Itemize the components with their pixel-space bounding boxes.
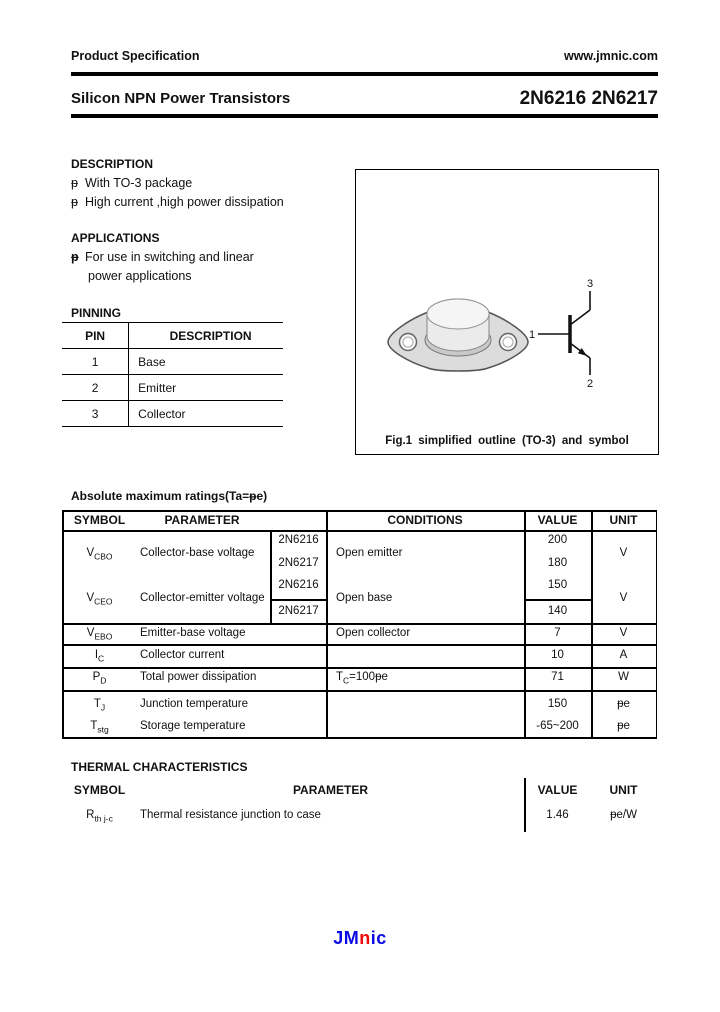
parameter-cell: Emitter-base voltage (140, 627, 246, 639)
table-line (270, 599, 327, 601)
bullet-icon: ᵽ (71, 176, 78, 190)
col-header-unit: UNIT (609, 513, 638, 527)
figure-box (355, 169, 659, 455)
website-text: www.jmnic.com (563, 49, 658, 63)
pin-number-cell: 2 (62, 375, 129, 401)
unit-cell: V (619, 627, 628, 639)
value-cell: -65~200 (536, 720, 579, 732)
parameter-cell: Collector-base voltage (140, 547, 255, 559)
pin-description-cell: Emitter (129, 375, 283, 401)
unit-cell: V (619, 592, 628, 604)
collector-pin-label: 3 (586, 278, 594, 290)
pinning-heading: PINNING (71, 306, 122, 320)
transistor-symbol-drawing (524, 275, 628, 390)
unit-cell: W (618, 671, 629, 683)
table-line (62, 737, 657, 739)
unit-cell: ᵽe (617, 720, 630, 732)
description-column-header: DESCRIPTION (129, 323, 283, 349)
abs-max-table (62, 510, 657, 740)
doc-type-label: Product Specification (71, 49, 200, 63)
description-item (71, 176, 192, 190)
value-cell: 7 (554, 627, 561, 639)
value-cell: 10 (551, 649, 564, 661)
pin-number-cell: 3 (62, 401, 129, 427)
logo-jm: JM (333, 928, 360, 948)
logo-ic: ic (370, 928, 387, 948)
condition-cell: $T_C=100ᵽe$ (336, 671, 388, 686)
value-cell: 150 (547, 579, 568, 591)
bullet-icon: ᵽ (71, 195, 78, 209)
emitter-pin-label: 2 (586, 378, 594, 390)
symbol-cell: $T_{stg}$ (90, 720, 109, 735)
brand-logo (0, 928, 720, 949)
symbol-cell: $V_{EBO}$ (86, 627, 113, 642)
symbol-cell: $T_J$ (93, 698, 106, 713)
col-header-value: VALUE (537, 783, 578, 797)
value-cell: 200 (547, 534, 568, 546)
pin-description-cell: Base (129, 349, 283, 375)
to3-mounting-hole-left-inner (403, 337, 413, 347)
col-header-conditions: CONDITIONS (387, 513, 463, 527)
variant-cell: 2N6217 (278, 557, 319, 569)
collector-branch (570, 310, 590, 325)
variant-cell: 2N6216 (278, 534, 319, 546)
table-row (62, 349, 283, 375)
applications-heading: APPLICATIONS (71, 231, 160, 245)
description-item (71, 195, 284, 209)
symbol-cell: $P_D$ (92, 671, 107, 686)
symbol-cell: $V_{CBO}$ (86, 547, 113, 562)
col-header-value: VALUE (537, 513, 578, 527)
parameter-cell: Total power dissipation (140, 671, 257, 683)
base-pin-label: 1 (528, 329, 536, 341)
unit-cell: ᵽe/W (610, 809, 637, 821)
abs-max-heading: Absolute maximum ratings(Ta=ᵽe) (71, 489, 268, 503)
table-row (62, 375, 283, 401)
description-item-text: High current ,high power dissipation (85, 195, 284, 209)
parameter-cell: Junction temperature (140, 698, 249, 710)
table-line (326, 510, 328, 738)
pinning-table (62, 322, 283, 427)
application-item-text: power applications (88, 269, 192, 283)
application-item-text: For use in switching and linear (85, 250, 254, 264)
title-row (71, 84, 658, 111)
col-header-parameter: PARAMETER (164, 513, 240, 527)
condition-cell: Open collector (336, 627, 411, 639)
value-cell: 140 (547, 605, 568, 617)
pin-column-header: PIN (62, 323, 129, 349)
figure-caption: Fig.1 simplified outline (TO-3) and symbol (385, 435, 629, 447)
logo-n: n (359, 928, 371, 948)
unit-cell: ᵽe (617, 698, 630, 710)
variant-cell: 2N6216 (278, 579, 319, 591)
symbol-cell: $I_C$ (94, 649, 105, 664)
to3-can-top (427, 299, 489, 329)
table-row (62, 401, 283, 427)
pinning-header-row (62, 323, 283, 349)
col-header-symbol: SYMBOL (73, 783, 126, 797)
value-cell: 180 (547, 557, 568, 569)
unit-cell: V (619, 547, 628, 559)
symbol-cell: $R_{th j-c}$ (86, 809, 113, 824)
table-line (62, 690, 657, 692)
thermal-table (62, 778, 657, 832)
value-cell: 1.46 (546, 809, 569, 821)
to3-mounting-hole-right-inner (503, 337, 513, 347)
table-line (62, 644, 657, 646)
value-cell: 71 (551, 671, 564, 683)
bullet-icon: ᵽ (71, 250, 79, 264)
col-header-symbol: SYMBOL (73, 513, 126, 527)
parameter-cell: Collector current (140, 649, 225, 661)
part-numbers: 2N6216 2N6217 (519, 88, 658, 109)
symbol-cell: $V_{CEO}$ (86, 592, 113, 607)
pin-number-cell: 1 (62, 349, 129, 375)
variant-cell: 2N6217 (278, 605, 319, 617)
thermal-heading: THERMAL CHARACTERISTICS (71, 760, 248, 774)
to3-package-drawing (378, 282, 538, 390)
header-row (71, 49, 658, 63)
value-cell: 150 (547, 698, 568, 710)
table-line (524, 599, 592, 601)
col-header-unit: UNIT (609, 783, 638, 797)
pin-description-cell: Collector (129, 401, 283, 427)
unit-cell: A (619, 649, 628, 661)
page-title: Silicon NPN Power Transistors (71, 90, 291, 107)
parameter-cell: Thermal resistance junction to case (140, 809, 321, 821)
condition-cell: Open base (336, 592, 393, 604)
description-item-text: With TO-3 package (85, 176, 193, 190)
col-header-parameter: PARAMETER (292, 783, 369, 797)
description-heading: DESCRIPTION (71, 157, 154, 171)
condition-cell: Open emitter (336, 547, 403, 559)
application-item (71, 250, 254, 264)
header-divider-bottom (71, 114, 658, 118)
parameter-cell: Storage temperature (140, 720, 246, 732)
header-divider-top (71, 72, 658, 76)
parameter-cell: Collector-emitter voltage (140, 592, 265, 604)
